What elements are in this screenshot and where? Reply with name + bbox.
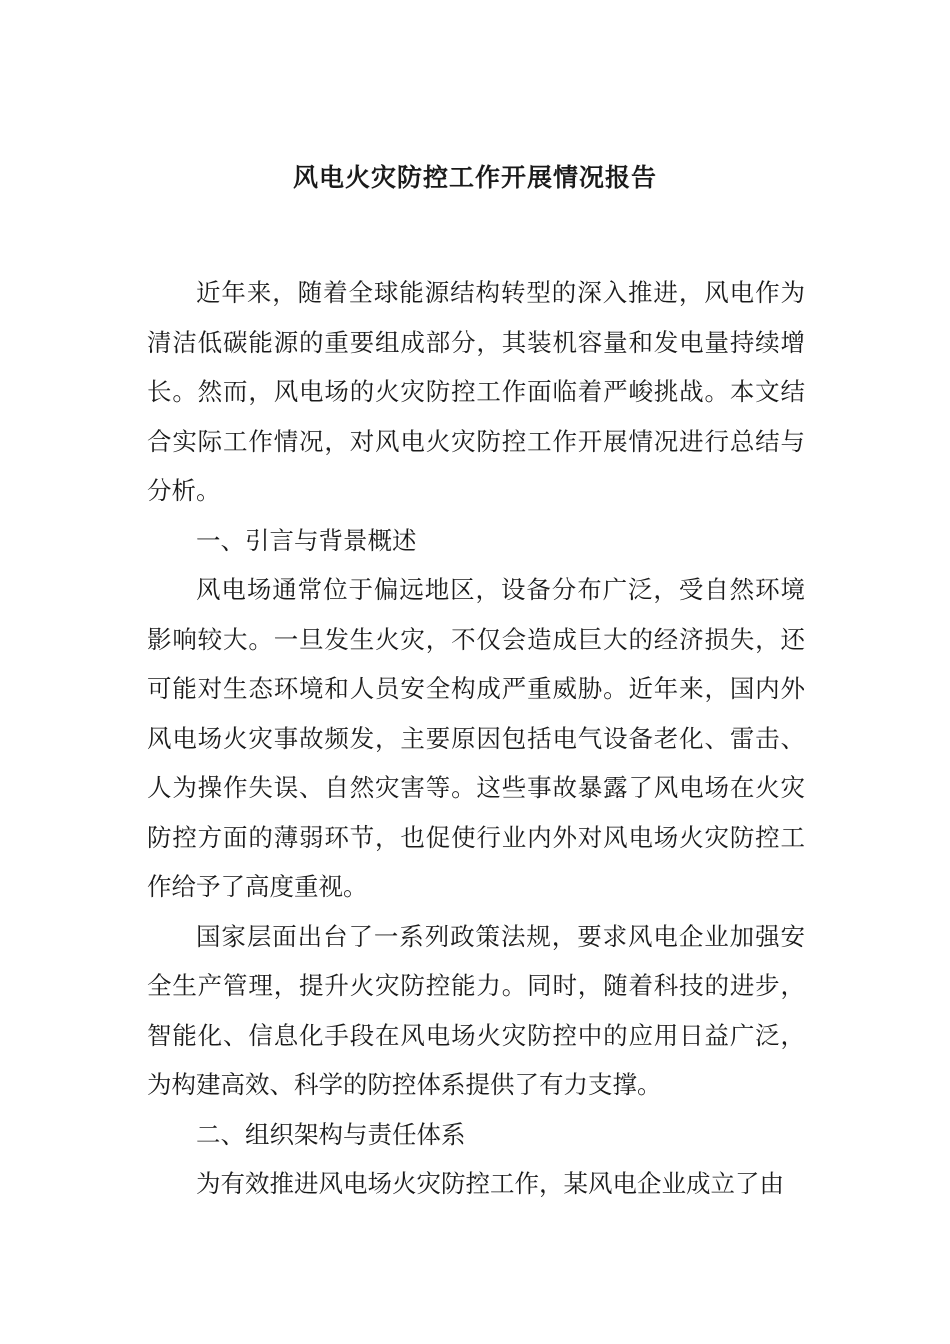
paragraph-organization: 为有效推进风电场火灾防控工作，某风电企业成立了由 — [196, 1169, 784, 1198]
section-heading-1: 一、引言与背景概述 — [196, 525, 417, 555]
document-body — [147, 268, 805, 1209]
paragraph-policy: 国家层面出台了一系列政策法规，要求风电企业加强安全生产管理，提升火灾防控能力。同时，随着科技的进步，智能化、信息化手段在风电场火灾防控中的应用日益广泛，为构建高效、科学的防控体系提供了有力支撑。 — [147, 921, 805, 1099]
document-title: 风电火灾防控工作开展情况报告 — [292, 163, 657, 192]
section-heading-2: 二、组织架构与责任体系 — [196, 1119, 466, 1149]
paragraph-intro: 近年来，随着全球能源结构转型的深入推进，风电作为清洁低碳能源的重要组成部分，其装机容量和发电量持续增长。然而，风电场的火灾防控工作面临着严峻挑战。本文结合实际工作情况，对风电火灾防控工作开展情况进行总结与分析。 — [147, 278, 805, 505]
paragraph-background: 风电场通常位于偏远地区，设备分布广泛，受自然环境影响较大。一旦发生火灾，不仅会造成巨大的经济损失，还可能对生态环境和人员安全构成严重威胁。近年来，国内外风电场火灾事故频发，主要原因包括电气设备老化、雷击、人为操作失误、自然灾害等。这些事故暴露了风电场在火灾防控方面的薄弱环节，也促使行业内外对风电场火灾防控工作给予了高度重视。 — [147, 575, 805, 901]
